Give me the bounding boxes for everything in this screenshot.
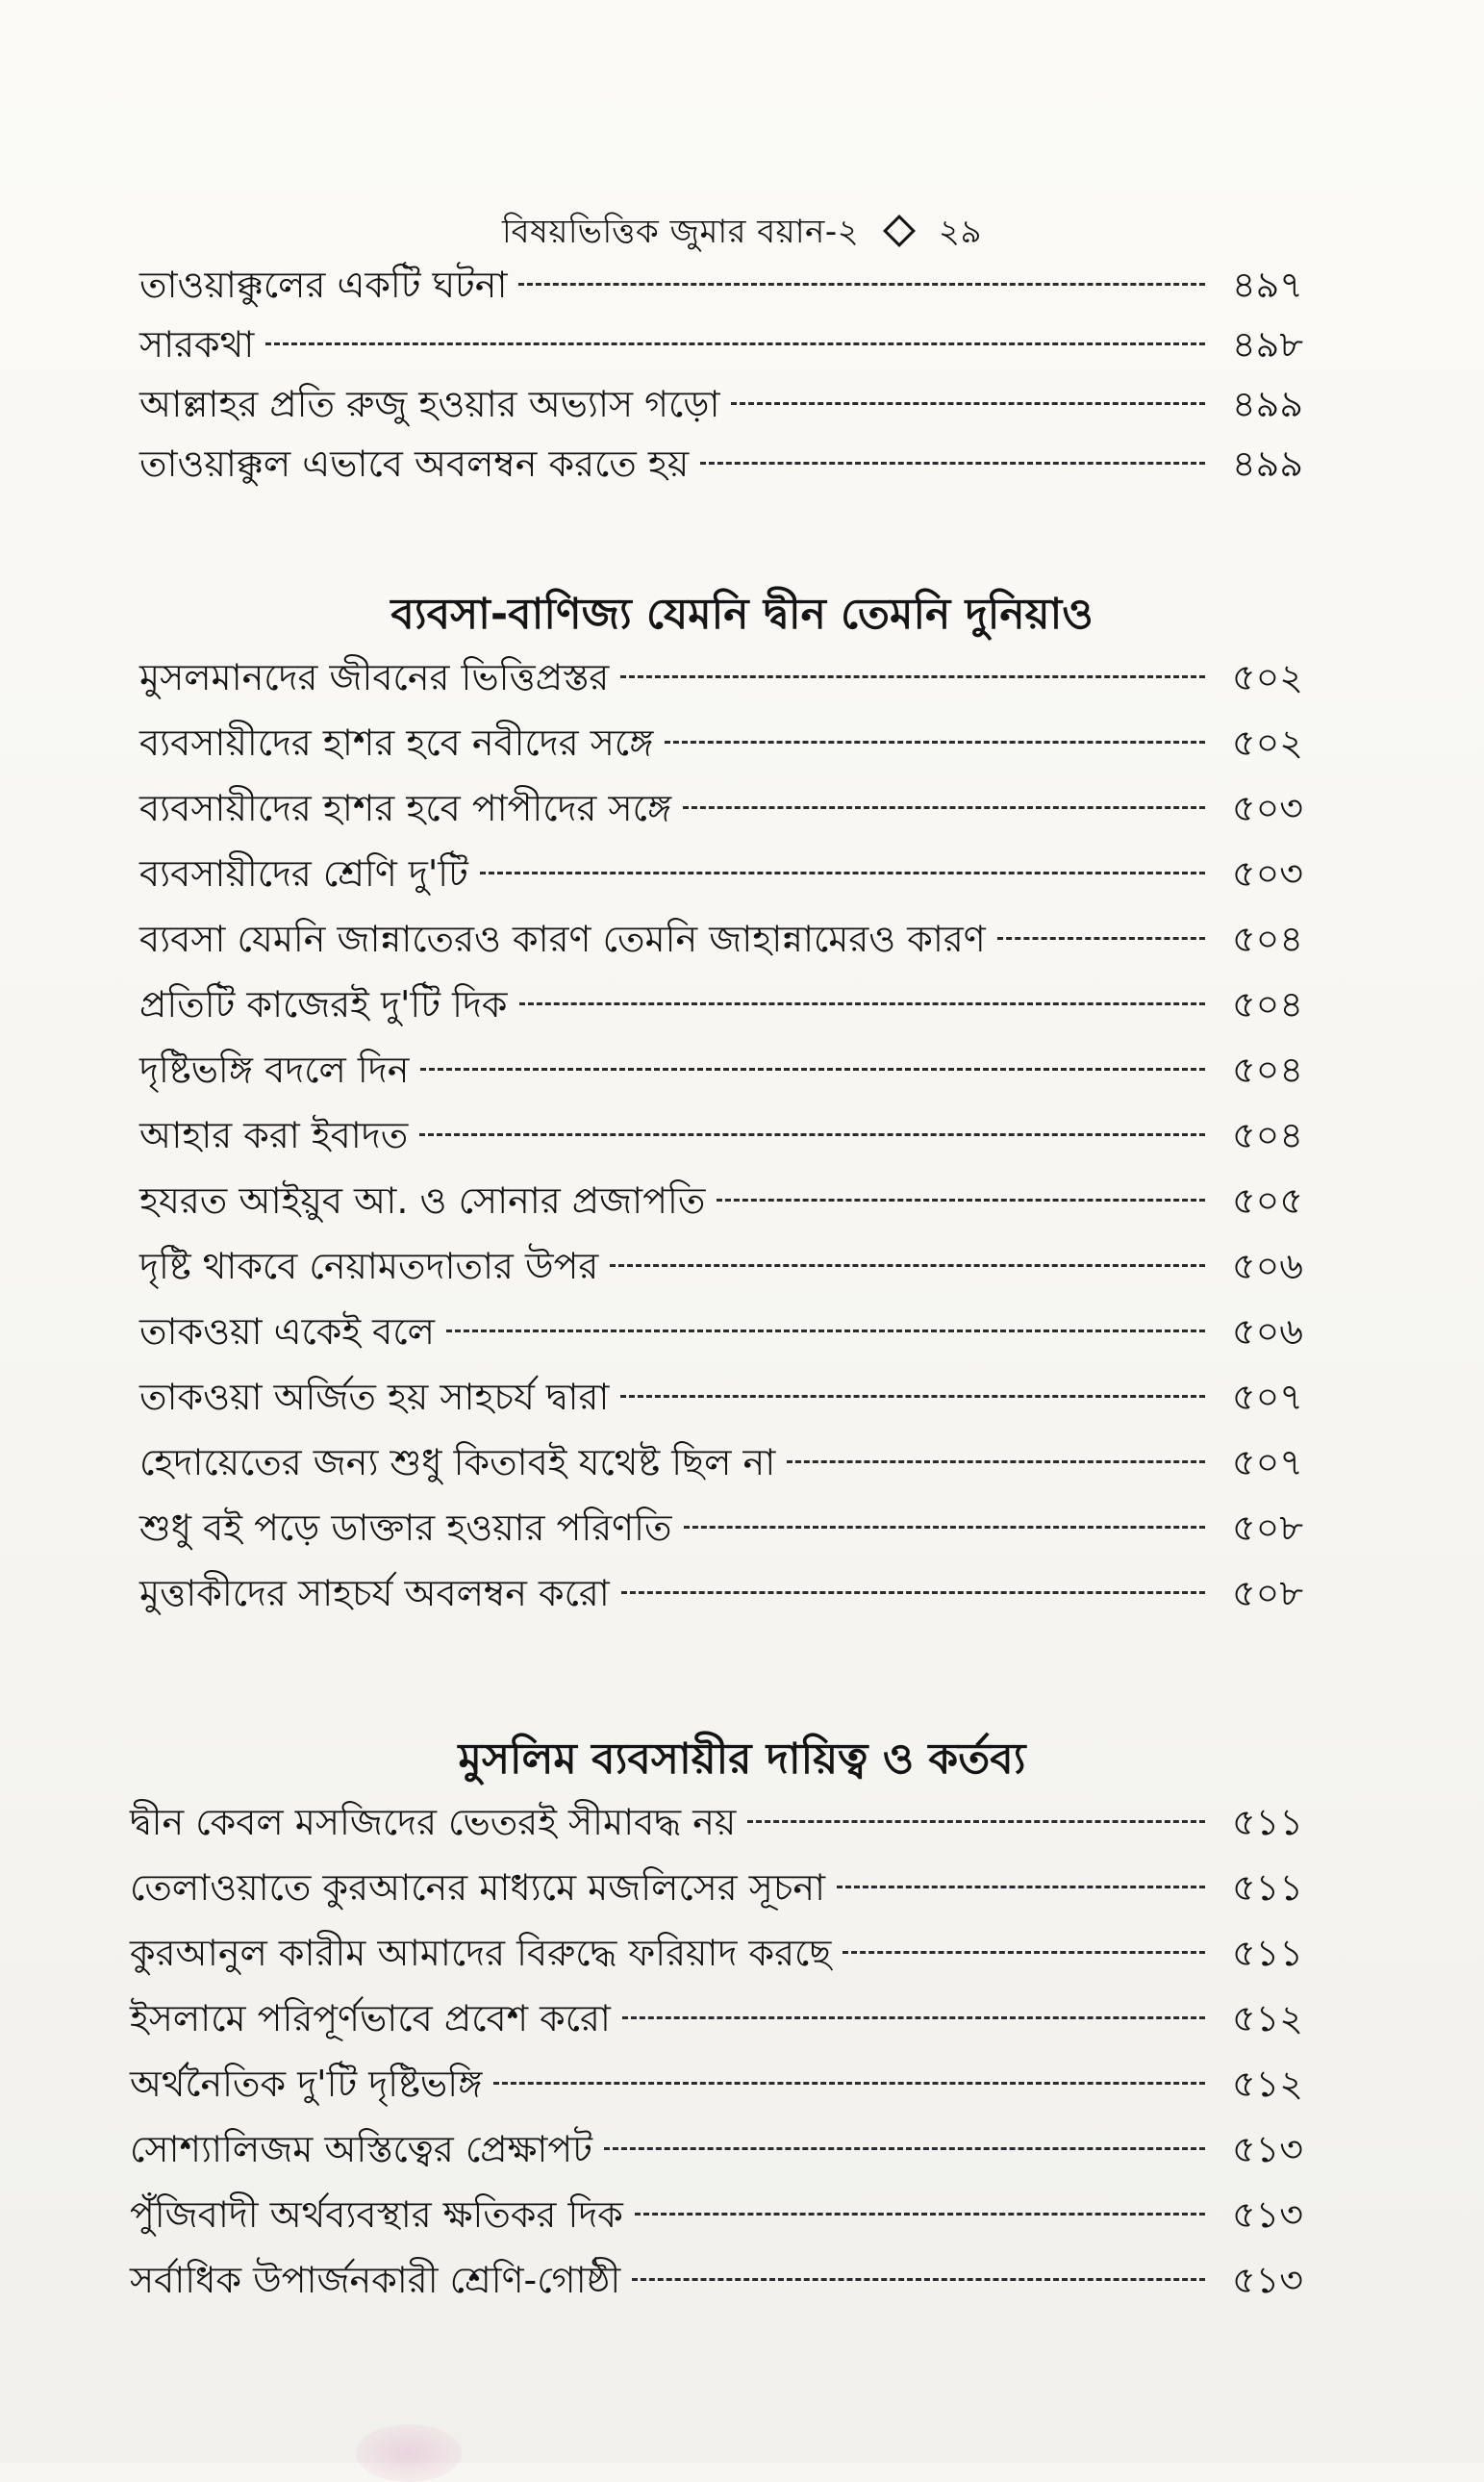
toc-entry-title: তাকওয়া একেই বলে bbox=[139, 1310, 435, 1353]
dot-leader bbox=[684, 1526, 1205, 1529]
toc-entry-title: আল্লাহর প্রতি রুজু হওয়ার অভ্যাস গড়ো bbox=[139, 383, 720, 425]
toc-entry-title: ব্যবসায়ীদের হাশর হবে পাপীদের সঙ্গে bbox=[139, 787, 672, 829]
toc-entry bbox=[139, 775, 1303, 841]
toc-entry-page: ৫১৩ bbox=[1231, 2259, 1303, 2301]
dot-leader bbox=[837, 1886, 1205, 1888]
paper-smudge bbox=[356, 2424, 462, 2482]
toc-entry-page: ৪৯৭ bbox=[1231, 264, 1303, 306]
toc-entry-title: ইসলামে পরিপূর্ণভাবে প্রবেশ করো bbox=[130, 1997, 611, 2039]
toc-entry bbox=[139, 1560, 1303, 1626]
dot-leader bbox=[700, 462, 1205, 465]
toc-entry-title: ব্যবসা যেমনি জান্নাতেরও কারণ তেমনি জাহান্নামেরও কারণ bbox=[139, 918, 986, 960]
toc-block-continued bbox=[139, 255, 1303, 494]
dot-leader bbox=[620, 1395, 1205, 1398]
book-title: বিষয়ভিত্তিক জুমার বয়ান-২ bbox=[501, 213, 860, 251]
toc-entry-page: ৫০৩ bbox=[1231, 787, 1303, 829]
toc-entry-title: তাওয়াক্কুলের একটি ঘটনা bbox=[139, 264, 508, 306]
dot-leader bbox=[420, 1068, 1205, 1071]
toc-entry-title: অর্থনৈতিক দু'টি দৃষ্টিভঙ্গি bbox=[130, 2063, 483, 2105]
toc-entry-title: কুরআনুল কারীম আমাদের বিরুদ্ধে ফরিয়াদ করছে bbox=[130, 1932, 832, 1974]
dot-leader bbox=[265, 342, 1205, 345]
dot-leader bbox=[683, 806, 1205, 809]
toc-entry-title: তেলাওয়াতে কুরআনের মাধ্যমে মজলিসের সূচনা bbox=[130, 1866, 826, 1909]
toc-entry bbox=[130, 2051, 1303, 2116]
toc-entry bbox=[139, 1364, 1303, 1430]
toc-entry-title: তাওয়াক্কুল এভাবে অবলম্বন করতে হয় bbox=[139, 443, 690, 485]
toc-entry bbox=[139, 906, 1303, 972]
toc-entry-title: হেদায়েতের জন্য শুধু কিতাবই যথেষ্ট ছিল না bbox=[139, 1441, 776, 1483]
toc-entry bbox=[139, 1299, 1303, 1364]
toc-entry-title: ব্যবসায়ীদের হাশর হবে নবীদের সঙ্গে bbox=[139, 722, 654, 764]
dot-leader bbox=[843, 1951, 1205, 1954]
toc-entry-title: সোশ্যালিজম অস্তিত্বের প্রেক্ষাপট bbox=[130, 2128, 592, 2170]
toc-entry-title: আহার করা ইবাদত bbox=[139, 1114, 409, 1156]
toc-entry-page: ৫১১ bbox=[1232, 1866, 1303, 1909]
toc-entry-page: ৪৯৯ bbox=[1232, 383, 1303, 425]
toc-entry bbox=[139, 255, 1303, 315]
toc-entry bbox=[139, 1233, 1303, 1299]
toc-entry-page: ৫০৬ bbox=[1231, 1310, 1303, 1353]
toc-entry bbox=[139, 374, 1303, 434]
dot-leader bbox=[787, 1460, 1205, 1463]
toc-entry-title: হযরত আইয়ুব আ. ও সোনার প্রজাপতি bbox=[139, 1179, 706, 1222]
dot-leader bbox=[446, 1330, 1205, 1332]
page-number: ২৯ bbox=[938, 213, 983, 251]
toc-entry bbox=[130, 1855, 1303, 1920]
dot-leader bbox=[610, 1264, 1205, 1267]
dot-leader bbox=[665, 741, 1205, 744]
toc-entry-page: ৫০৫ bbox=[1231, 1179, 1303, 1222]
toc-entry bbox=[139, 1168, 1303, 1233]
toc-entry-page: ৫১২ bbox=[1231, 1997, 1303, 2039]
dot-leader bbox=[519, 1002, 1205, 1005]
toc-entry bbox=[130, 1986, 1303, 2051]
toc-entry-page: ৫১২ bbox=[1231, 2063, 1303, 2105]
toc-entry-page: ৫০৭ bbox=[1231, 1441, 1303, 1483]
toc-entry-page: ৫০৮ bbox=[1231, 1507, 1303, 1549]
toc-entry-page: ৫০৪ bbox=[1231, 1114, 1303, 1156]
toc-entry bbox=[139, 315, 1303, 374]
toc-entry bbox=[139, 841, 1303, 906]
toc-entry-title: মুত্তাকীদের সাহচর্য অবলম্বন করো bbox=[139, 1572, 610, 1614]
toc-entry-page: ৫০৪ bbox=[1231, 918, 1303, 960]
toc-entry-title: সারকথা bbox=[139, 323, 255, 366]
toc-entry-title: দ্বীন কেবল মসজিদের ভেতরই সীমাবদ্ধ নয় bbox=[130, 1801, 737, 1843]
toc-entry-page: ৪৯৯ bbox=[1232, 443, 1303, 485]
dot-leader bbox=[493, 2082, 1205, 2085]
toc-entry-title: প্রতিটি কাজেরই দু'টি দিক bbox=[139, 983, 508, 1026]
toc-entry bbox=[130, 2247, 1303, 2313]
toc-entry-page: ৫০৪ bbox=[1231, 1049, 1303, 1091]
toc-entry-title: মুসলমানদের জীবনের ভিত্তিপ্রস্তর bbox=[139, 656, 610, 698]
toc-entry bbox=[139, 434, 1303, 494]
section-heading: ব্যবসা-বাণিজ্য যেমনি দ্বীন তেমনি দুনিয়াও bbox=[390, 590, 1094, 639]
toc-entry bbox=[139, 645, 1303, 710]
toc-entry-title: তাকওয়া অর্জিত হয় সাহচর্য দ্বারা bbox=[139, 1376, 610, 1418]
dot-leader bbox=[621, 1591, 1205, 1594]
toc-entry bbox=[139, 1495, 1303, 1560]
toc-entry-title: দৃষ্টি থাকবে নেয়ামতদাতার উপর bbox=[139, 1245, 599, 1287]
dot-leader bbox=[620, 675, 1205, 678]
dot-leader bbox=[419, 1133, 1205, 1136]
toc-entry bbox=[130, 2182, 1303, 2247]
dot-leader bbox=[747, 1820, 1205, 1823]
dot-leader bbox=[717, 1199, 1205, 1202]
toc-entry-page: ৫১১ bbox=[1232, 1801, 1303, 1843]
toc-entry bbox=[139, 1430, 1303, 1495]
toc-entry-title: দৃষ্টিভঙ্গি বদলে দিন bbox=[139, 1049, 410, 1091]
dot-leader bbox=[518, 283, 1205, 286]
toc-entry-title: সর্বাধিক উপার্জনকারী শ্রেণি-গোষ্ঠী bbox=[130, 2259, 621, 2301]
dot-leader bbox=[997, 937, 1205, 940]
toc-entry-page: ৫০৭ bbox=[1231, 1376, 1303, 1418]
toc-entry bbox=[139, 972, 1303, 1037]
toc-entry-page: ৫০৩ bbox=[1231, 852, 1303, 895]
toc-entry-page: ৫০৮ bbox=[1231, 1572, 1303, 1614]
toc-entry bbox=[139, 710, 1303, 775]
section-heading: মুসলিম ব্যবসায়ীর দায়িত্ব ও কর্তব্য bbox=[458, 1735, 1026, 1784]
toc-entry-page: ৫১১ bbox=[1232, 1932, 1303, 1974]
dot-leader bbox=[622, 2016, 1205, 2019]
toc-block-section-3 bbox=[130, 1789, 1303, 2313]
toc-entry-title: পুঁজিবাদী অর্থব্যবস্থার ক্ষতিকর দিক bbox=[130, 2193, 623, 2236]
toc-entry-page: ৫০২ bbox=[1231, 656, 1303, 698]
toc-entry-page: ৫১৩ bbox=[1231, 2193, 1303, 2236]
diamond-ornament-icon bbox=[883, 215, 916, 247]
dot-leader bbox=[604, 2147, 1205, 2150]
dot-leader bbox=[480, 872, 1205, 874]
toc-entry bbox=[130, 2116, 1303, 2182]
toc-entry bbox=[130, 1920, 1303, 1986]
toc-entry-page: ৫১৩ bbox=[1231, 2128, 1303, 2170]
toc-entry-title: ব্যবসায়ীদের শ্রেণি দু'টি bbox=[139, 852, 468, 895]
toc-entry-title: শুধু বই পড়ে ডাক্তার হওয়ার পরিণতি bbox=[139, 1507, 672, 1549]
toc-entry bbox=[130, 1789, 1303, 1855]
toc-entry-page: ৫০৬ bbox=[1231, 1245, 1303, 1287]
dot-leader bbox=[731, 402, 1205, 405]
toc-entry bbox=[139, 1037, 1303, 1102]
toc-block-section-2 bbox=[139, 645, 1303, 1626]
dot-leader bbox=[632, 2278, 1205, 2281]
dot-leader bbox=[635, 2213, 1205, 2216]
toc-entry-page: ৪৯৮ bbox=[1232, 323, 1303, 366]
toc-entry bbox=[139, 1102, 1303, 1168]
running-header bbox=[0, 207, 1484, 262]
toc-entry-page: ৫০৪ bbox=[1231, 983, 1303, 1026]
toc-entry-page: ৫০২ bbox=[1231, 722, 1303, 764]
